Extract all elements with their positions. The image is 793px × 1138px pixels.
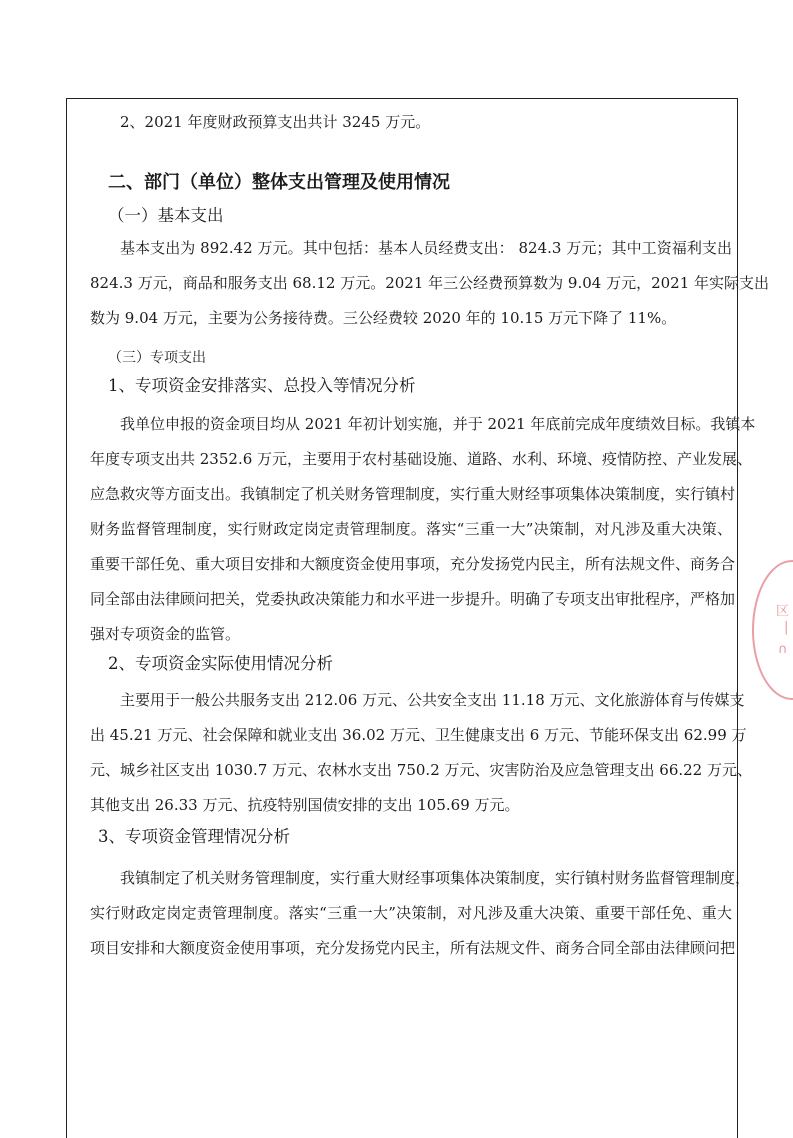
subsection-1-heading: 1、专项资金安排落实、总投入等情况分析 — [108, 376, 416, 395]
subsection-basic-expenditure: （一）基本支出 — [108, 206, 224, 225]
paragraph-line: 财务监督管理制度，实行财政定岗定责管理制度。落实“三重一大”决策制，对凡涉及重大决策、 — [90, 520, 732, 538]
paragraph-line: 其他支出 26.33 万元、抗疫特别国债安排的支出 105.69 万元。 — [90, 796, 520, 814]
paragraph-line: 我单位申报的资金项目均从 2021 年初计划实施，并于 2021 年底前完成年度绩效目标。我镇本 — [120, 415, 756, 433]
paragraph-line: 年度专项支出共 2352.6 万元，主要用于农村基础设施、道路、水利、环境、疫情防控、产业发展、 — [90, 450, 753, 468]
subsection-2-heading: 2、专项资金实际使用情况分析 — [108, 654, 333, 673]
paragraph-line: 强对专项资金的监管。 — [90, 625, 241, 643]
paragraph-line: 我镇制定了机关财务管理制度，实行重大财经事项集体决策制度，实行镇村财务监督管理制度， — [120, 869, 751, 887]
paragraph-line: 出 45.21 万元、社会保障和就业支出 36.02 万元、卫生健康支出 6 万元、节能环保支出 62.99 万 — [90, 726, 747, 744]
paragraph-line: 重要干部任免、重大项目安排和大额度资金使用事项，充分发扬党内民主，所有法规文件、商务合 — [90, 555, 736, 573]
paragraph-line: 应急救灾等方面支出。我镇制定了机关财务管理制度，实行重大财经事项集体决策制度，实行镇村 — [90, 485, 736, 503]
paragraph-line: 实行财政定岗定责管理制度。落实“三重一大”决策制，对凡涉及重大决策、重要干部任免、重大 — [90, 904, 732, 922]
paragraph-line: 同全部由法律顾问把关，党委执政决策能力和水平进一步提升。明确了专项支出审批程序，严格加 — [90, 590, 736, 608]
paragraph-line: 项目安排和大额度资金使用事项，充分发扬党内民主，所有法规文件、商务合同全部由法律顾问把 — [90, 939, 736, 957]
budget-total-line: 2、2021 年度财政预算支出共计 3245 万元。 — [120, 113, 431, 131]
section-heading-2: 二、部门（单位）整体支出管理及使用情况 — [108, 172, 450, 193]
subsection-special-expenditure: （三）专项支出 — [108, 350, 206, 366]
seal-stamp: 区 | ∩ — [752, 560, 793, 700]
subsection-3-heading: 3、专项资金管理情况分析 — [98, 827, 290, 846]
paragraph-line: 主要用于一般公共服务支出 212.06 万元、公共安全支出 11.18 万元、文化旅游体育与传媒支 — [120, 691, 745, 709]
paragraph-line: 824.3 万元，商品和服务支出 68.12 万元。2021 年三公经费预算数为 9.04 万元，2021 年实际支出 — [90, 274, 770, 292]
paragraph-line: 数为 9.04 万元，主要为公务接待费。三公经费较 2020 年的 10.15 万元下降了 11%。 — [90, 309, 677, 327]
paragraph-line: 基本支出为 892.42 万元。其中包括：基本人员经费支出： 824.3 万元；其中工资福利支出 — [120, 239, 732, 257]
paragraph-line: 元、城乡社区支出 1030.7 万元、农林水支出 750.2 万元、灾害防治及应急管理支出 66.22 万元、 — [90, 761, 752, 779]
